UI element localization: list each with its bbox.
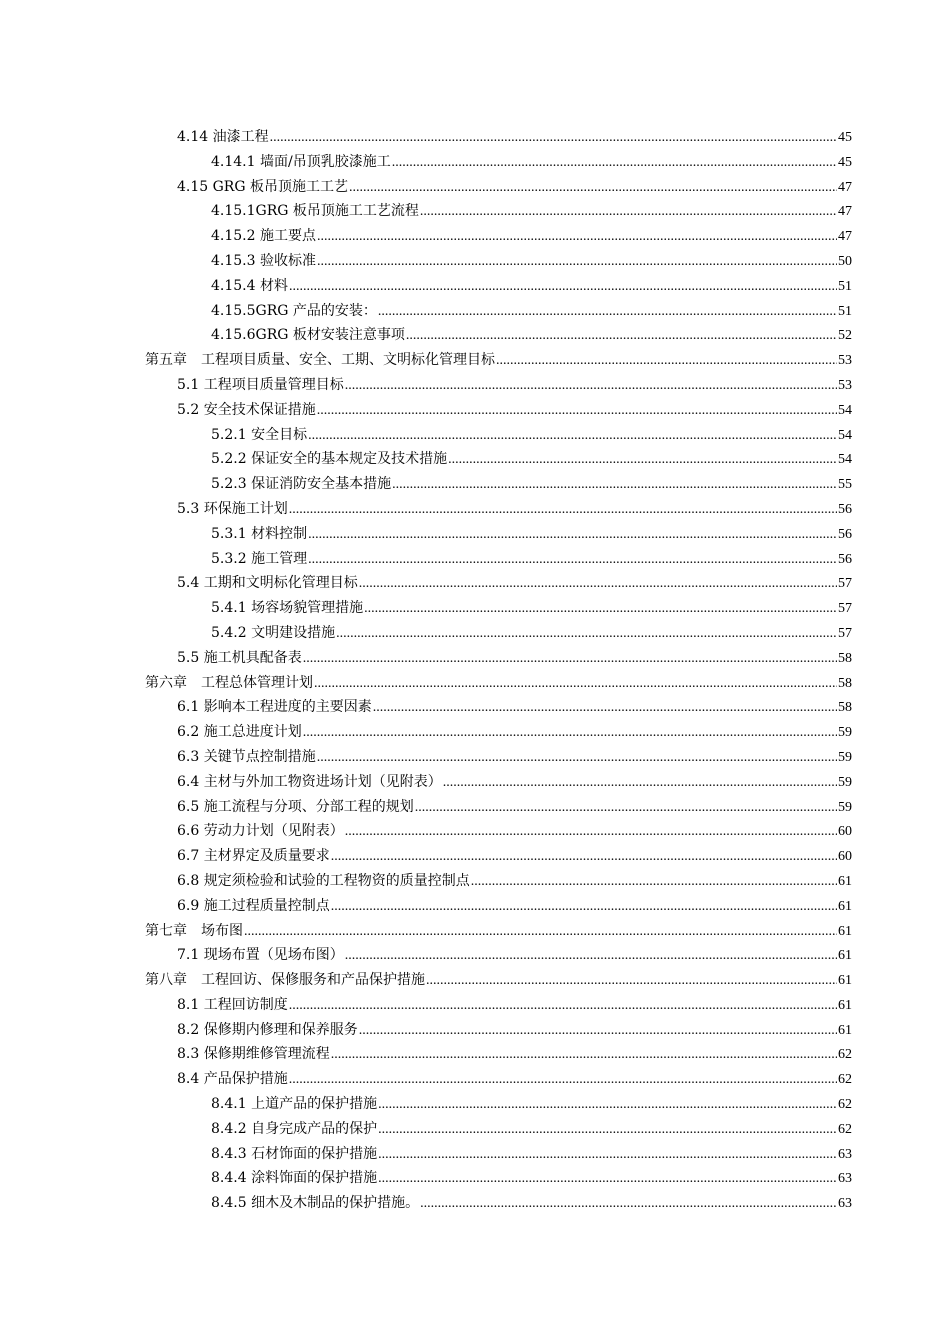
toc-page-number: 45 — [838, 130, 852, 145]
toc-entry-title: 5.3 环保施工计划 — [177, 500, 288, 517]
toc-page-number: 58 — [838, 650, 852, 666]
toc-entry[interactable] — [145, 175, 852, 200]
toc-dot-leader — [373, 696, 837, 721]
toc-entry[interactable] — [145, 1166, 852, 1191]
toc-entry-title: 8.4.2 自身完成产品的保护 — [211, 1120, 378, 1137]
toc-entry-title: 6.5 施工流程与分项、分部工程的规划 — [177, 798, 414, 815]
toc-dot-leader — [420, 200, 837, 225]
toc-entry[interactable] — [145, 646, 852, 671]
toc-dot-leader — [308, 424, 837, 449]
toc-entry-title: 5.4 工期和文明标化管理目标 — [177, 575, 358, 592]
toc-entry-title: 6.3 关键节点控制措施 — [177, 748, 316, 765]
toc-entry-title: 4.15.3 验收标准 — [211, 252, 316, 269]
toc-page-number: 58 — [838, 700, 852, 716]
toc-entry[interactable] — [145, 150, 852, 175]
toc-page-number: 53 — [838, 353, 852, 369]
toc-dot-leader — [303, 721, 837, 746]
toc-dot-leader — [331, 1043, 837, 1068]
toc-dot-leader — [496, 349, 837, 374]
toc-entry[interactable] — [145, 795, 852, 820]
toc-entry[interactable] — [145, 621, 852, 646]
toc-page-number: 62 — [838, 1072, 852, 1088]
toc-page-number: 54 — [838, 427, 852, 443]
toc-page-number: 56 — [838, 551, 852, 567]
toc-dot-leader — [378, 1093, 837, 1118]
toc-entry-title: 4.15.5GRG 产品的安装： — [211, 302, 377, 319]
toc-entry-title: 5.2 安全技术保证措施 — [177, 401, 316, 418]
toc-entry[interactable] — [145, 1067, 852, 1092]
toc-dot-leader — [345, 944, 837, 969]
toc-page-number: 60 — [838, 824, 852, 840]
toc-entry[interactable] — [145, 919, 852, 944]
toc-entry[interactable] — [145, 472, 852, 497]
toc-entry-title: 第七章 场布图 — [145, 922, 243, 939]
toc-page-number: 61 — [838, 898, 852, 914]
toc-dot-leader — [317, 250, 837, 275]
toc-dot-leader — [317, 746, 837, 771]
toc-dot-leader — [303, 647, 837, 672]
toc-page-number: 63 — [838, 1196, 852, 1212]
toc-entry-title: 8.4.5 细木及木制品的保护措施。 — [211, 1195, 420, 1212]
toc-entry-title: 4.15.1GRG 板吊顶施工工艺流程 — [211, 203, 419, 220]
toc-dot-leader — [289, 994, 837, 1019]
toc-dot-leader — [448, 448, 837, 473]
toc-dot-leader — [331, 845, 837, 870]
toc-page-number: 62 — [838, 1047, 852, 1063]
toc-entry[interactable] — [145, 1191, 852, 1216]
toc-entry-title: 6.7 主材界定及质量要求 — [177, 848, 330, 865]
toc-entry-title: 6.6 劳动力计划（见附表） — [177, 823, 344, 840]
toc-entry[interactable] — [145, 745, 852, 770]
toc-dot-leader — [331, 895, 837, 920]
toc-page-number: 47 — [838, 229, 852, 245]
toc-entry-title: 8.4.4 涂料饰面的保护措施 — [211, 1170, 378, 1187]
toc-entry-title: 4.15.4 材料 — [211, 277, 288, 294]
toc-page-number: 57 — [838, 576, 852, 592]
toc-entry[interactable] — [145, 522, 852, 547]
toc-entry[interactable] — [145, 398, 852, 423]
toc-page-number: 61 — [838, 948, 852, 964]
toc-entry-title: 5.2.1 安全目标 — [211, 426, 308, 443]
toc-dot-leader — [349, 176, 837, 201]
toc-page-number: 51 — [838, 303, 852, 319]
toc-entry[interactable] — [145, 968, 852, 993]
toc-page-number: 55 — [838, 477, 852, 493]
toc-dot-leader — [420, 1192, 837, 1217]
toc-entry-title: 4.15.6GRG 板材安装注意事项 — [211, 327, 405, 344]
toc-entry-title: 5.3.1 材料控制 — [211, 525, 308, 542]
toc-page-number: 58 — [838, 675, 852, 691]
toc-entry-title: 5.4.1 场容场貌管理措施 — [211, 600, 364, 617]
toc-entry[interactable] — [145, 596, 852, 621]
toc-entry-title: 5.3.2 施工管理 — [211, 550, 308, 567]
toc-entry[interactable] — [145, 720, 852, 745]
toc-dot-leader — [345, 820, 837, 845]
toc-entry-title: 8.4.1 上道产品的保护措施 — [211, 1096, 378, 1113]
toc-page-number: 54 — [838, 452, 852, 468]
toc-entry[interactable] — [145, 299, 852, 324]
toc-page-number: 59 — [838, 774, 852, 790]
toc-dot-leader — [244, 920, 837, 945]
toc-entry-title: 5.1 工程项目质量管理目标 — [177, 376, 344, 393]
toc-dot-leader — [270, 126, 837, 151]
toc-dot-leader — [317, 225, 837, 250]
toc-entry[interactable] — [145, 844, 852, 869]
toc-entry[interactable] — [145, 819, 852, 844]
toc-page-number: 56 — [838, 526, 852, 542]
toc-entry[interactable] — [145, 547, 852, 572]
toc-page-number: 59 — [838, 799, 852, 815]
toc-page-number: 59 — [838, 725, 852, 741]
toc-entry[interactable] — [145, 869, 852, 894]
toc-dot-leader — [289, 1068, 837, 1093]
toc-entry-title: 8.1 工程回访制度 — [177, 996, 288, 1013]
toc-entry-title: 4.14.1 墙面/吊顶乳胶漆施工 — [211, 153, 391, 170]
toc-dot-leader — [345, 374, 837, 399]
toc-entry[interactable] — [145, 1117, 852, 1142]
toc-dot-leader — [289, 275, 837, 300]
toc-entry[interactable] — [145, 224, 852, 249]
toc-page-number: 63 — [838, 1146, 852, 1162]
toc-entry[interactable] — [145, 323, 852, 348]
toc-page-number: 54 — [838, 402, 852, 418]
toc-dot-leader — [289, 498, 837, 523]
toc-entry[interactable] — [145, 1042, 852, 1067]
toc-entry-title: 第六章 工程总体管理计划 — [145, 674, 313, 691]
toc-page-number: 59 — [838, 749, 852, 765]
toc-page-number: 61 — [838, 923, 852, 939]
toc-entry-title: 4.15.2 施工要点 — [211, 228, 316, 245]
toc-dot-leader — [378, 1167, 837, 1192]
toc-entry[interactable] — [145, 770, 852, 795]
toc-page-number: 47 — [838, 204, 852, 220]
toc-dot-leader — [443, 771, 837, 796]
toc-entry[interactable] — [145, 1142, 852, 1167]
toc-dot-leader — [308, 548, 837, 573]
toc-entry-title: 6.1 影响本工程进度的主要因素 — [177, 699, 372, 716]
toc-dot-leader — [359, 1019, 837, 1044]
toc-page-number: 62 — [838, 1097, 852, 1113]
toc-entry-title: 8.3 保修期维修管理流程 — [177, 1046, 330, 1063]
toc-entry[interactable] — [145, 274, 852, 299]
toc-entry-title: 8.2 保修期内修理和保养服务 — [177, 1021, 358, 1038]
toc-page-number: 61 — [838, 1022, 852, 1038]
toc-page-number: 53 — [838, 377, 852, 393]
toc-entry-title: 4.14 油漆工程 — [177, 129, 269, 145]
table-of-contents — [145, 125, 852, 1216]
toc-entry[interactable] — [145, 695, 852, 720]
toc-dot-leader — [308, 523, 837, 548]
toc-entry[interactable] — [145, 993, 852, 1018]
toc-page-number: 50 — [838, 253, 852, 269]
toc-page-number: 57 — [838, 601, 852, 617]
toc-entry-title: 8.4 产品保护措施 — [177, 1071, 288, 1088]
toc-entry-title: 5.2.2 保证安全的基本规定及技术措施 — [211, 451, 448, 468]
toc-entry[interactable] — [145, 497, 852, 522]
toc-entry-title: 5.5 施工机具配备表 — [177, 649, 302, 666]
toc-page-number: 51 — [838, 278, 852, 294]
toc-dot-leader — [359, 572, 837, 597]
toc-dot-leader — [378, 300, 837, 325]
toc-entry-title: 5.4.2 文明建设措施 — [211, 624, 336, 641]
toc-page-number: 60 — [838, 849, 852, 865]
toc-entry[interactable] — [145, 447, 852, 472]
toc-entry-title: 第八章 工程回访、保修服务和产品保护措施 — [145, 972, 425, 989]
toc-entry[interactable] — [145, 423, 852, 448]
toc-entry[interactable] — [145, 348, 852, 373]
toc-dot-leader — [392, 473, 837, 498]
toc-dot-leader — [378, 1143, 837, 1168]
toc-entry-title: 7.1 现场布置（见场布图） — [177, 947, 344, 964]
toc-entry[interactable] — [145, 671, 852, 696]
toc-dot-leader — [471, 870, 837, 895]
toc-entry-title: 第五章 工程项目质量、安全、工期、文明标化管理目标 — [145, 352, 495, 369]
toc-dot-leader — [426, 969, 837, 994]
toc-entry-title: 4.15 GRG 板吊顶施工工艺 — [177, 178, 348, 195]
toc-dot-leader — [392, 151, 837, 176]
toc-page-number: 63 — [838, 1171, 852, 1187]
toc-entry[interactable] — [145, 894, 852, 919]
toc-page-number: 62 — [838, 1121, 852, 1137]
toc-dot-leader — [314, 672, 837, 697]
toc-entry[interactable] — [145, 125, 852, 150]
toc-entry[interactable] — [145, 943, 852, 968]
toc-page-number: 52 — [838, 328, 852, 344]
toc-dot-leader — [317, 399, 837, 424]
toc-page-number: 61 — [838, 973, 852, 989]
toc-entry-title: 6.2 施工总进度计划 — [177, 724, 302, 741]
toc-page-number: 56 — [838, 501, 852, 517]
toc-entry[interactable] — [145, 1092, 852, 1117]
toc-entry[interactable] — [145, 249, 852, 274]
toc-entry[interactable] — [145, 199, 852, 224]
toc-entry-title: 8.4.3 石材饰面的保护措施 — [211, 1145, 378, 1162]
toc-entry[interactable] — [145, 571, 852, 596]
toc-page-number: 45 — [838, 154, 852, 170]
toc-page-number: 61 — [838, 873, 852, 889]
toc-entry-title: 6.4 主材与外加工物资进场计划（见附表） — [177, 773, 442, 790]
toc-dot-leader — [415, 796, 837, 821]
toc-page-number: 47 — [838, 179, 852, 195]
toc-page-number: 57 — [838, 625, 852, 641]
toc-entry-title: 6.9 施工过程质量控制点 — [177, 897, 330, 914]
toc-entry[interactable] — [145, 373, 852, 398]
toc-entry-title: 6.8 规定须检验和试验的工程物资的质量控制点 — [177, 872, 470, 889]
toc-dot-leader — [364, 597, 837, 622]
toc-dot-leader — [378, 1118, 837, 1143]
toc-entry-title: 5.2.3 保证消防安全基本措施 — [211, 476, 392, 493]
toc-dot-leader — [336, 622, 837, 647]
toc-entry[interactable] — [145, 1018, 852, 1043]
toc-page-number: 61 — [838, 997, 852, 1013]
toc-dot-leader — [406, 324, 837, 349]
